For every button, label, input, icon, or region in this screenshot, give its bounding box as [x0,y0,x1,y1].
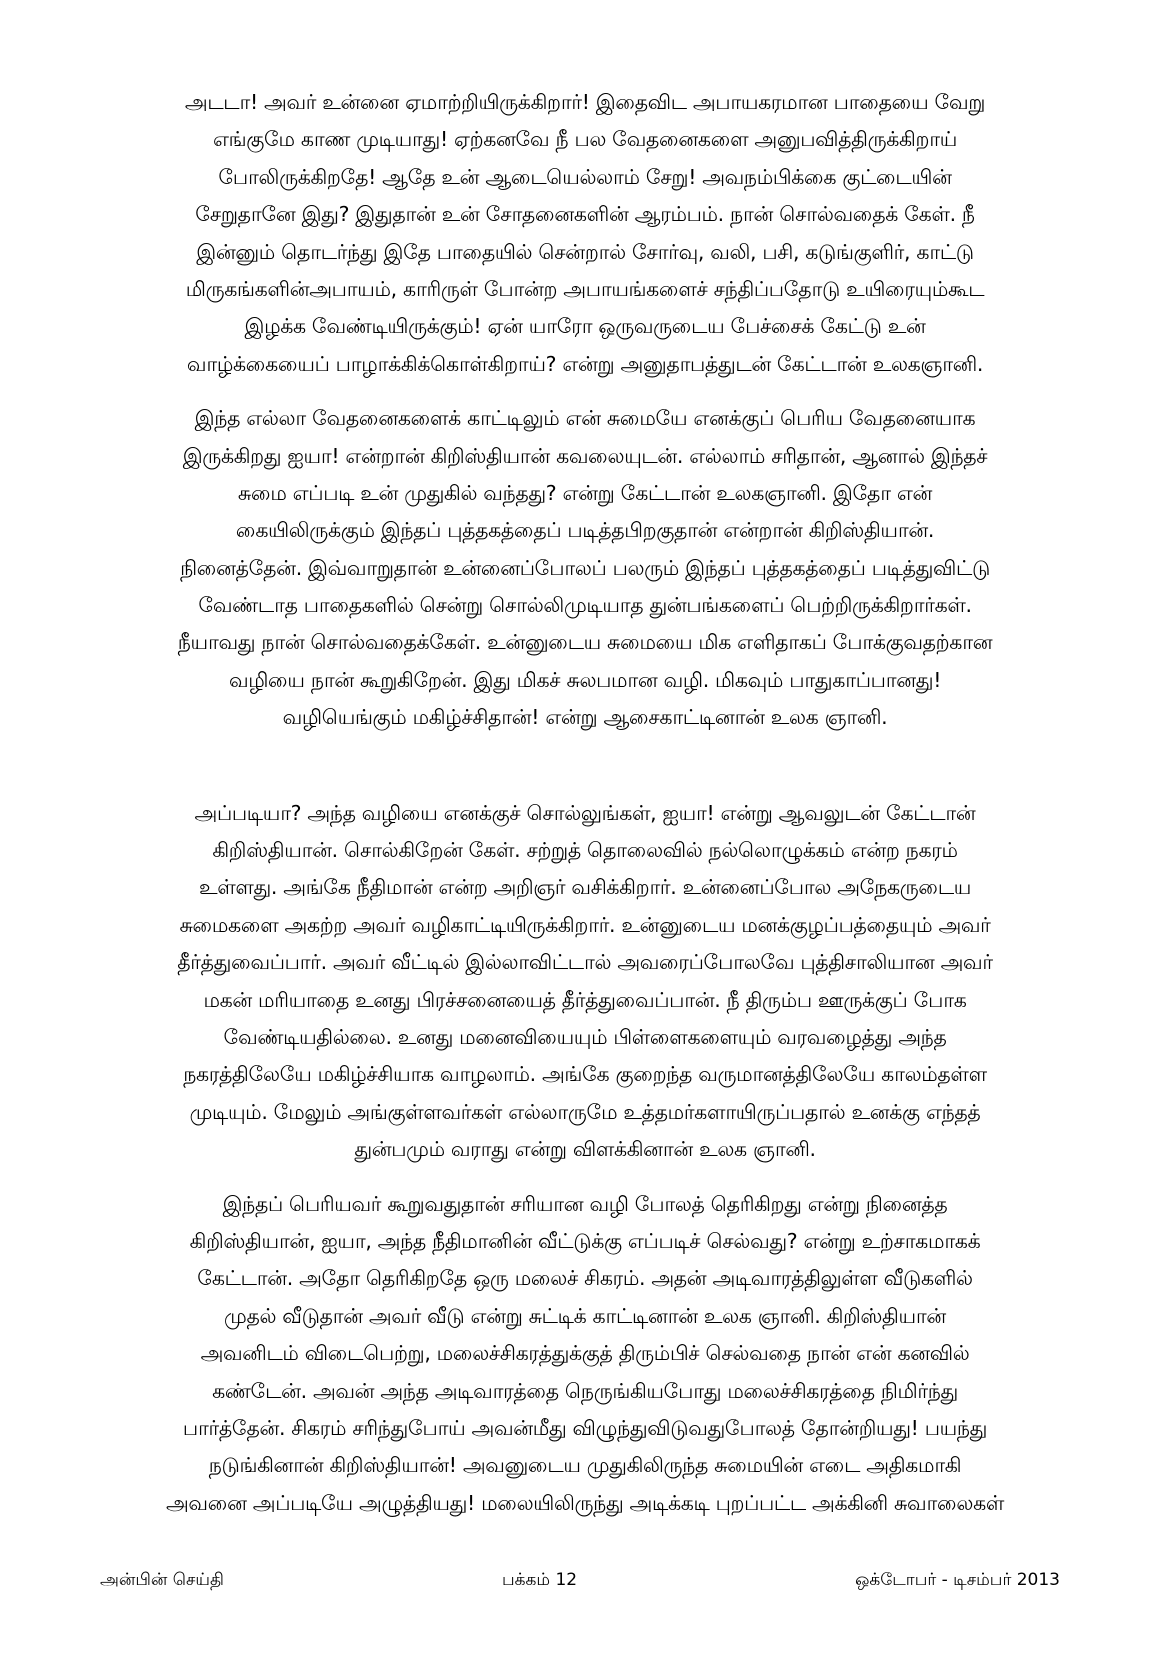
text-line: மகன் மரியாதை உனது பிரச்சனையைத் தீர்த்துவைப்பான். நீ திரும்ப ஊருக்குப் போக [203,987,967,1012]
paragraph-spacer [95,1169,1075,1186]
text-line: நினைத்தேன். இவ்வாறுதான் உன்னைப்போலப் பலரும் இந்தப் புத்தகத்தைப் படித்துவிட்டு [180,555,990,580]
text-line: தீர்த்துவைப்பார். அவர் வீட்டில் இல்லாவிட்டால் அவரைப்போலவே புத்திசாலியான அவர் [177,950,993,975]
text-line: முடியும். மேலும் அங்குள்ளவர்கள் எல்லாருமே உத்தமர்களாயிருப்பதால் உனக்கு எந்தத் [189,1099,981,1124]
text-line: பார்த்தேன். சிகரம் சரிந்துபோய் அவன்மீது விழுந்துவிடுவதுபோலத் தோன்றியது! பயந்து [182,1415,988,1440]
text-line: வழியை நான் கூறுகிறேன். இது மிகச் சுலபமான வழி. மிகவும் பாதுகாப்பானது! [228,667,942,692]
text-line: உள்ளது. அங்கே நீதிமான் என்ற அறிஞர் வசிக்கிறார். உன்னைப்போல அநேகருடைய [198,875,972,900]
text-line: கிறிஸ்தியான், ஐயா, அந்த நீதிமானின் வீட்டுக்கு எப்படிச் செல்வது? என்று உற்சாகமாகக் [189,1228,981,1253]
paragraph-spacer [95,737,1075,795]
paragraph-3 [95,795,1075,1169]
paragraph-4 [95,1186,1075,1523]
text-line: இன்னும் தொடர்ந்து இதே பாதையில் சென்றால் சோர்வு, வலி, பசி, கடுங்குளிர், காட்டு [196,239,974,264]
text-line: இந்தப் பெரியவர் கூறுவதுதான் சரியான வழி போலத் தெரிகிறது என்று நினைத்த [222,1191,948,1216]
text-line: முதல் வீடுதான் அவர் வீடு என்று சுட்டிக் காட்டினான் உலக ஞானி. கிறிஸ்தியான் [224,1303,946,1328]
text-line: மிருகங்களின்அபாயம், காரிருள் போன்ற அபாயங்களைச் சந்திப்பதோடு உயிரையும்கூட [185,276,985,301]
text-line: நகரத்திலேயே மகிழ்ச்சியாக வாழலாம். அங்கே குறைந்த வருமானத்திலேயே காலம்தள்ள [183,1062,987,1087]
text-line: வேண்டியதில்லை. உனது மனைவியையும் பிள்ளைகளையும் வரவழைத்து அந்த [223,1024,947,1049]
text-line: இருக்கிறது ஐயா! என்றான் கிறிஸ்தியான் கவலையுடன். எல்லாம் சரிதான், ஆனால் இந்தச் [182,443,988,468]
paragraph-spacer [95,383,1075,400]
text-line: நீயாவது நான் சொல்வதைக்கேள். உன்னுடைய சுமையை மிக எளிதாகப் போக்குவதற்கான [177,630,993,655]
text-line: போலிருக்கிறதே! ஆதே உன் ஆடையெல்லாம் சேறு! அவநம்பிக்கை குட்டையின் [218,164,952,189]
text-line: சுமை எப்படி உன் முதுகில் வந்தது? என்று கேட்டான் உலகஞானி. இதோ என் [237,480,933,505]
paragraph-2 [95,400,1075,737]
text-line: இந்த எல்லா வேதனைகளைக் காட்டிலும் என் சுமையே எனக்குப் பெரிய வேதனையாக [194,406,976,431]
paragraph-1 [95,84,1075,383]
page-footer [0,1565,1167,1595]
text-line: அவனிடம் விடைபெற்று, மலைச்சிகரத்துக்குத் திரும்பிச் செல்வதை நான் என் கனவில் [200,1341,970,1366]
text-line: சுமைகளை அகற்ற அவர் வழிகாட்டியிருக்கிறார். உன்னுடைய மனக்குழப்பத்தையும் அவர் [179,912,991,937]
text-line: அப்படியா? அந்த வழியை எனக்குச் சொல்லுங்கள், ஐயா! என்று ஆவலுடன் கேட்டான் [194,800,976,825]
text-line: கண்டேன். அவன் அந்த அடிவாரத்தை நெருங்கியபோது மலைச்சிகரத்தை நிமிர்ந்து [212,1378,958,1403]
text-line: நடுங்கினான் கிறிஸ்தியான்! அவனுடைய முதுகிலிருந்த சுமையின் எடை அதிகமாகி [208,1453,962,1478]
text-line: வழியெங்கும் மகிழ்ச்சிதான்! என்று ஆசைகாட்டினான் உலக ஞானி. [282,705,888,730]
text-line: அடடா! அவர் உன்னை ஏமாற்றியிருக்கிறார்! இதைவிட அபாயகரமான பாதையை வேறு [184,90,986,114]
text-line: இழக்க வேண்டியிருக்கும்! ஏன் யாரோ ஒருவருடைய பேச்சைக் கேட்டு உன் [244,314,926,339]
text-line: கேட்டான். அதோ தெரிகிறதே ஒரு மலைச் சிகரம். அதன் அடிவாரத்திலுள்ள வீடுகளில் [197,1266,973,1291]
text-line: வேண்டாத பாதைகளில் சென்று சொல்லிமுடியாத துன்பங்களைப் பெற்றிருக்கிறார்கள். [198,593,972,618]
issue-date: ஒக்டோபர் - டிசம்பர் 2013 [855,1570,1060,1590]
article-body [95,84,1075,1522]
text-line: வாழ்க்கையைப் பாழாக்கிக்கொள்கிறாய்? என்று அனுதாபத்துடன் கேட்டான் உலகஞானி. [186,351,984,376]
text-line: அவனை அப்படியே அழுத்தியது! மலையிலிருந்து அடிக்கடி புறப்பட்ட அக்கினி சுவாலைகள் [166,1490,1004,1515]
text-line: துன்பமும் வராது என்று விளக்கினான் உலக ஞானி. [354,1137,816,1162]
text-line: கையிலிருக்கும் இந்தப் புத்தகத்தைப் படித்தபிறகுதான் என்றான் கிறிஸ்தியான். [235,518,935,543]
text-line: எங்குமே காண முடியாது! ஏற்கனவே நீ பல வேதனைகளை அனுபவித்திருக்கிறாய் [212,127,958,152]
text-line: கிறிஸ்தியான். சொல்கிறேன் கேள். சற்றுத் தொலைவில் நல்லொழுக்கம் என்ற நகரம் [212,838,958,863]
publication-name: அன்பின் செய்தி [100,1570,224,1590]
text-line: சேறுதானே இது? இதுதான் உன் சோதனைகளின் ஆரம்பம். நான் சொல்வதைக் கேள். நீ [195,202,975,227]
page-number: பக்கம் 12 [502,1570,578,1590]
